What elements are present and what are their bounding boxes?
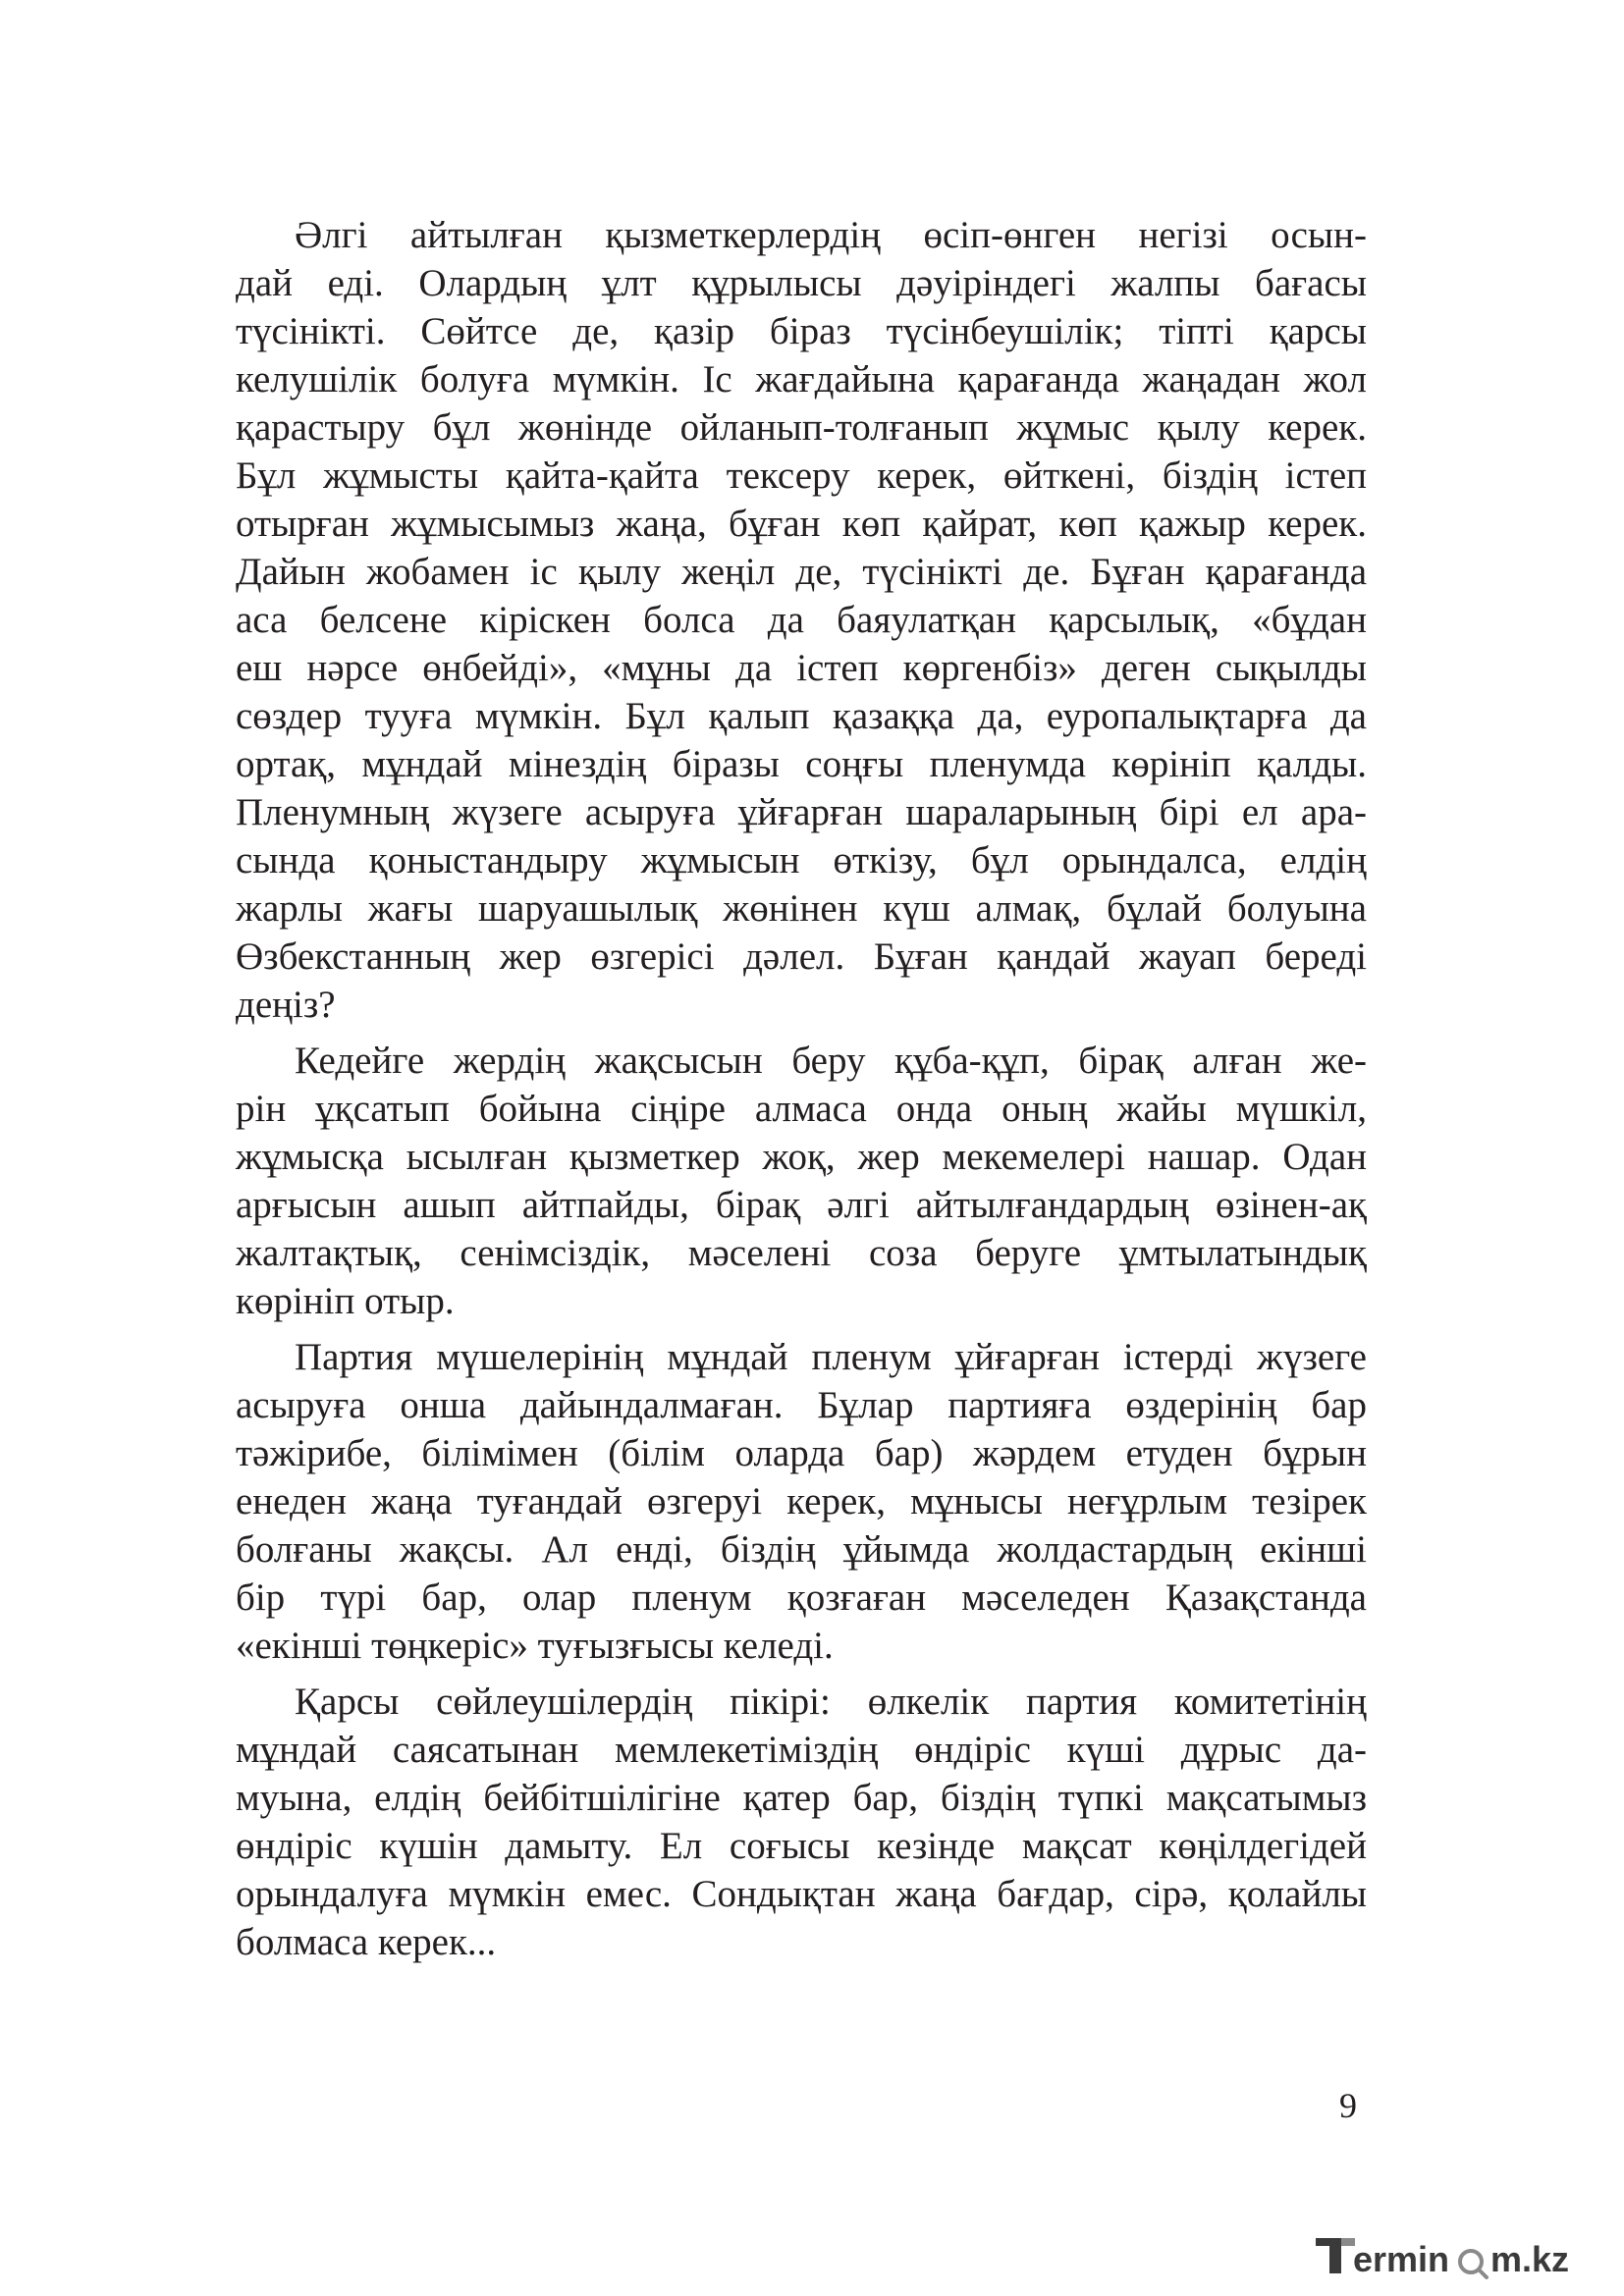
text-line: Бұл жұмысты қайта-қайта тексеру керек, өйткені, біздің істеп bbox=[236, 454, 1367, 497]
text-line: келушілік болуға мүмкін. Іс жағдайына қарағанда жаңадан жол bbox=[236, 358, 1367, 400]
paragraph bbox=[236, 1678, 1367, 1966]
text-line: сында қоныстандыру жұмысын өткізу, бұл орындалса, елдің bbox=[236, 839, 1367, 881]
text-line: бір түрі бар, олар пленум қозғаған мәселеден Қазақстанда bbox=[236, 1576, 1367, 1619]
text-line: ортақ, мұндай мінездің біразы соңғы пленумда көрініп қалды. bbox=[236, 743, 1367, 785]
text-line: көрініп отыр. bbox=[236, 1280, 455, 1322]
text-line: асыруға онша дайындалмаған. Бұлар партияға өздерінің бар bbox=[236, 1384, 1367, 1426]
text-line: Дайын жобамен іс қылу жеңіл де, түсінікті де. Бұған қарағанда bbox=[236, 551, 1367, 593]
text-line: түсінікті. Сөйтсе де, қазір біраз түсінбеушілік; тіпті қарсы bbox=[236, 310, 1367, 352]
text-line: орындалуға мүмкін емес. Сондықтан жаңа бағдар, сірә, қолайлы bbox=[236, 1873, 1367, 1915]
text-line: отырған жұмысымыз жаңа, бұған көп қайрат, көп қажыр керек. bbox=[236, 503, 1367, 545]
magnifier-icon bbox=[1460, 2251, 1487, 2277]
text-line: Партия мүшелерінің мұндай пленум ұйғарған істерді жүзеге bbox=[295, 1336, 1367, 1378]
logo-text-part2: m.kz bbox=[1490, 2239, 1570, 2279]
paragraph bbox=[236, 211, 1367, 1029]
paragraph bbox=[236, 1333, 1367, 1670]
text-line: өндіріс күшін дамыту. Ел соғысы кезінде мақсат көңілдегідей bbox=[236, 1825, 1367, 1867]
text-line: болмаса керек... bbox=[236, 1921, 497, 1963]
text-line: сөздер тууға мүмкін. Бұл қалып қазаққа да, еуропалықтарға да bbox=[236, 695, 1367, 737]
text-line: Өзбекстанның жер өзгерісі дәлел. Бұған қандай жауап береді bbox=[236, 935, 1367, 978]
text-line: Кедейге жердің жақсысын беру құба-құп, бірақ алған же- bbox=[295, 1040, 1367, 1082]
text-line: арғысын ашып айтпайды, бірақ әлгі айтылғандардың өзінен-ақ bbox=[236, 1184, 1367, 1226]
text-line: еш нәрсе өнбейді», «мұны да істеп көргенбіз» деген сықылды bbox=[236, 647, 1367, 689]
text-line: Қарсы сөйлеушілердің пікірі: өлкелік партия комитетінің bbox=[295, 1681, 1367, 1723]
text-line: жалтақтық, сенімсіздік, мәселені соза беруге ұмтылатындық bbox=[236, 1232, 1367, 1274]
page-body bbox=[236, 211, 1367, 1974]
text-line: Пленумның жүзеге асыруға ұйғарған шараларының бірі ел ара- bbox=[236, 791, 1367, 833]
text-line: мұндай саясатынан мемлекетіміздің өндіріс күші дұрыс да- bbox=[236, 1729, 1367, 1771]
text-line: дай еді. Олардың ұлт құрылысы дәуіріндегі жалпы бағасы bbox=[236, 262, 1367, 304]
logo-text-part1: ermin bbox=[1353, 2239, 1450, 2279]
text-line: болғаны жақсы. Ал енді, біздің ұйымда жолдастардың екінші bbox=[236, 1528, 1367, 1571]
text-line: деңіз? bbox=[236, 984, 336, 1026]
logo-t-mark bbox=[1316, 2238, 1355, 2273]
paragraph bbox=[236, 1037, 1367, 1325]
text-line: тәжірибе, білімімен (білім оларда бар) жәрдем етуден бұрын bbox=[236, 1432, 1367, 1474]
text-line: қарастыру бұл жөнінде ойланып-толғанып жұмыс қылу керек. bbox=[236, 406, 1367, 449]
text-line: жарлы жағы шаруашылық жөнінен күш алмақ, бұлай болуына bbox=[236, 887, 1367, 930]
text-line: Әлгі айтылған қызметкерлердің өсіп-өнген негізі осын- bbox=[295, 214, 1367, 256]
page-number: 9 bbox=[1339, 2086, 1357, 2125]
text-line: енеден жаңа туғандай өзгеруі керек, мұнысы неғұрлым тезірек bbox=[236, 1480, 1367, 1522]
termincom-logo bbox=[1314, 2228, 1608, 2287]
text-line: «екінші төңкеріс» туғызғысы келеді. bbox=[236, 1625, 834, 1667]
text-line: аса белсене кіріскен болса да баяулатқан қарсылық, «бұдан bbox=[236, 599, 1367, 641]
text-line: рін ұқсатып бойына сіңіре алмаса онда оның жайы мүшкіл, bbox=[236, 1088, 1367, 1130]
text-line: жұмысқа ысылған қызметкер жоқ, жер мекемелері нашар. Одан bbox=[236, 1136, 1367, 1178]
text-line: муына, елдің бейбітшілігіне қатер бар, біздің түпкі мақсатымыз bbox=[236, 1777, 1367, 1819]
